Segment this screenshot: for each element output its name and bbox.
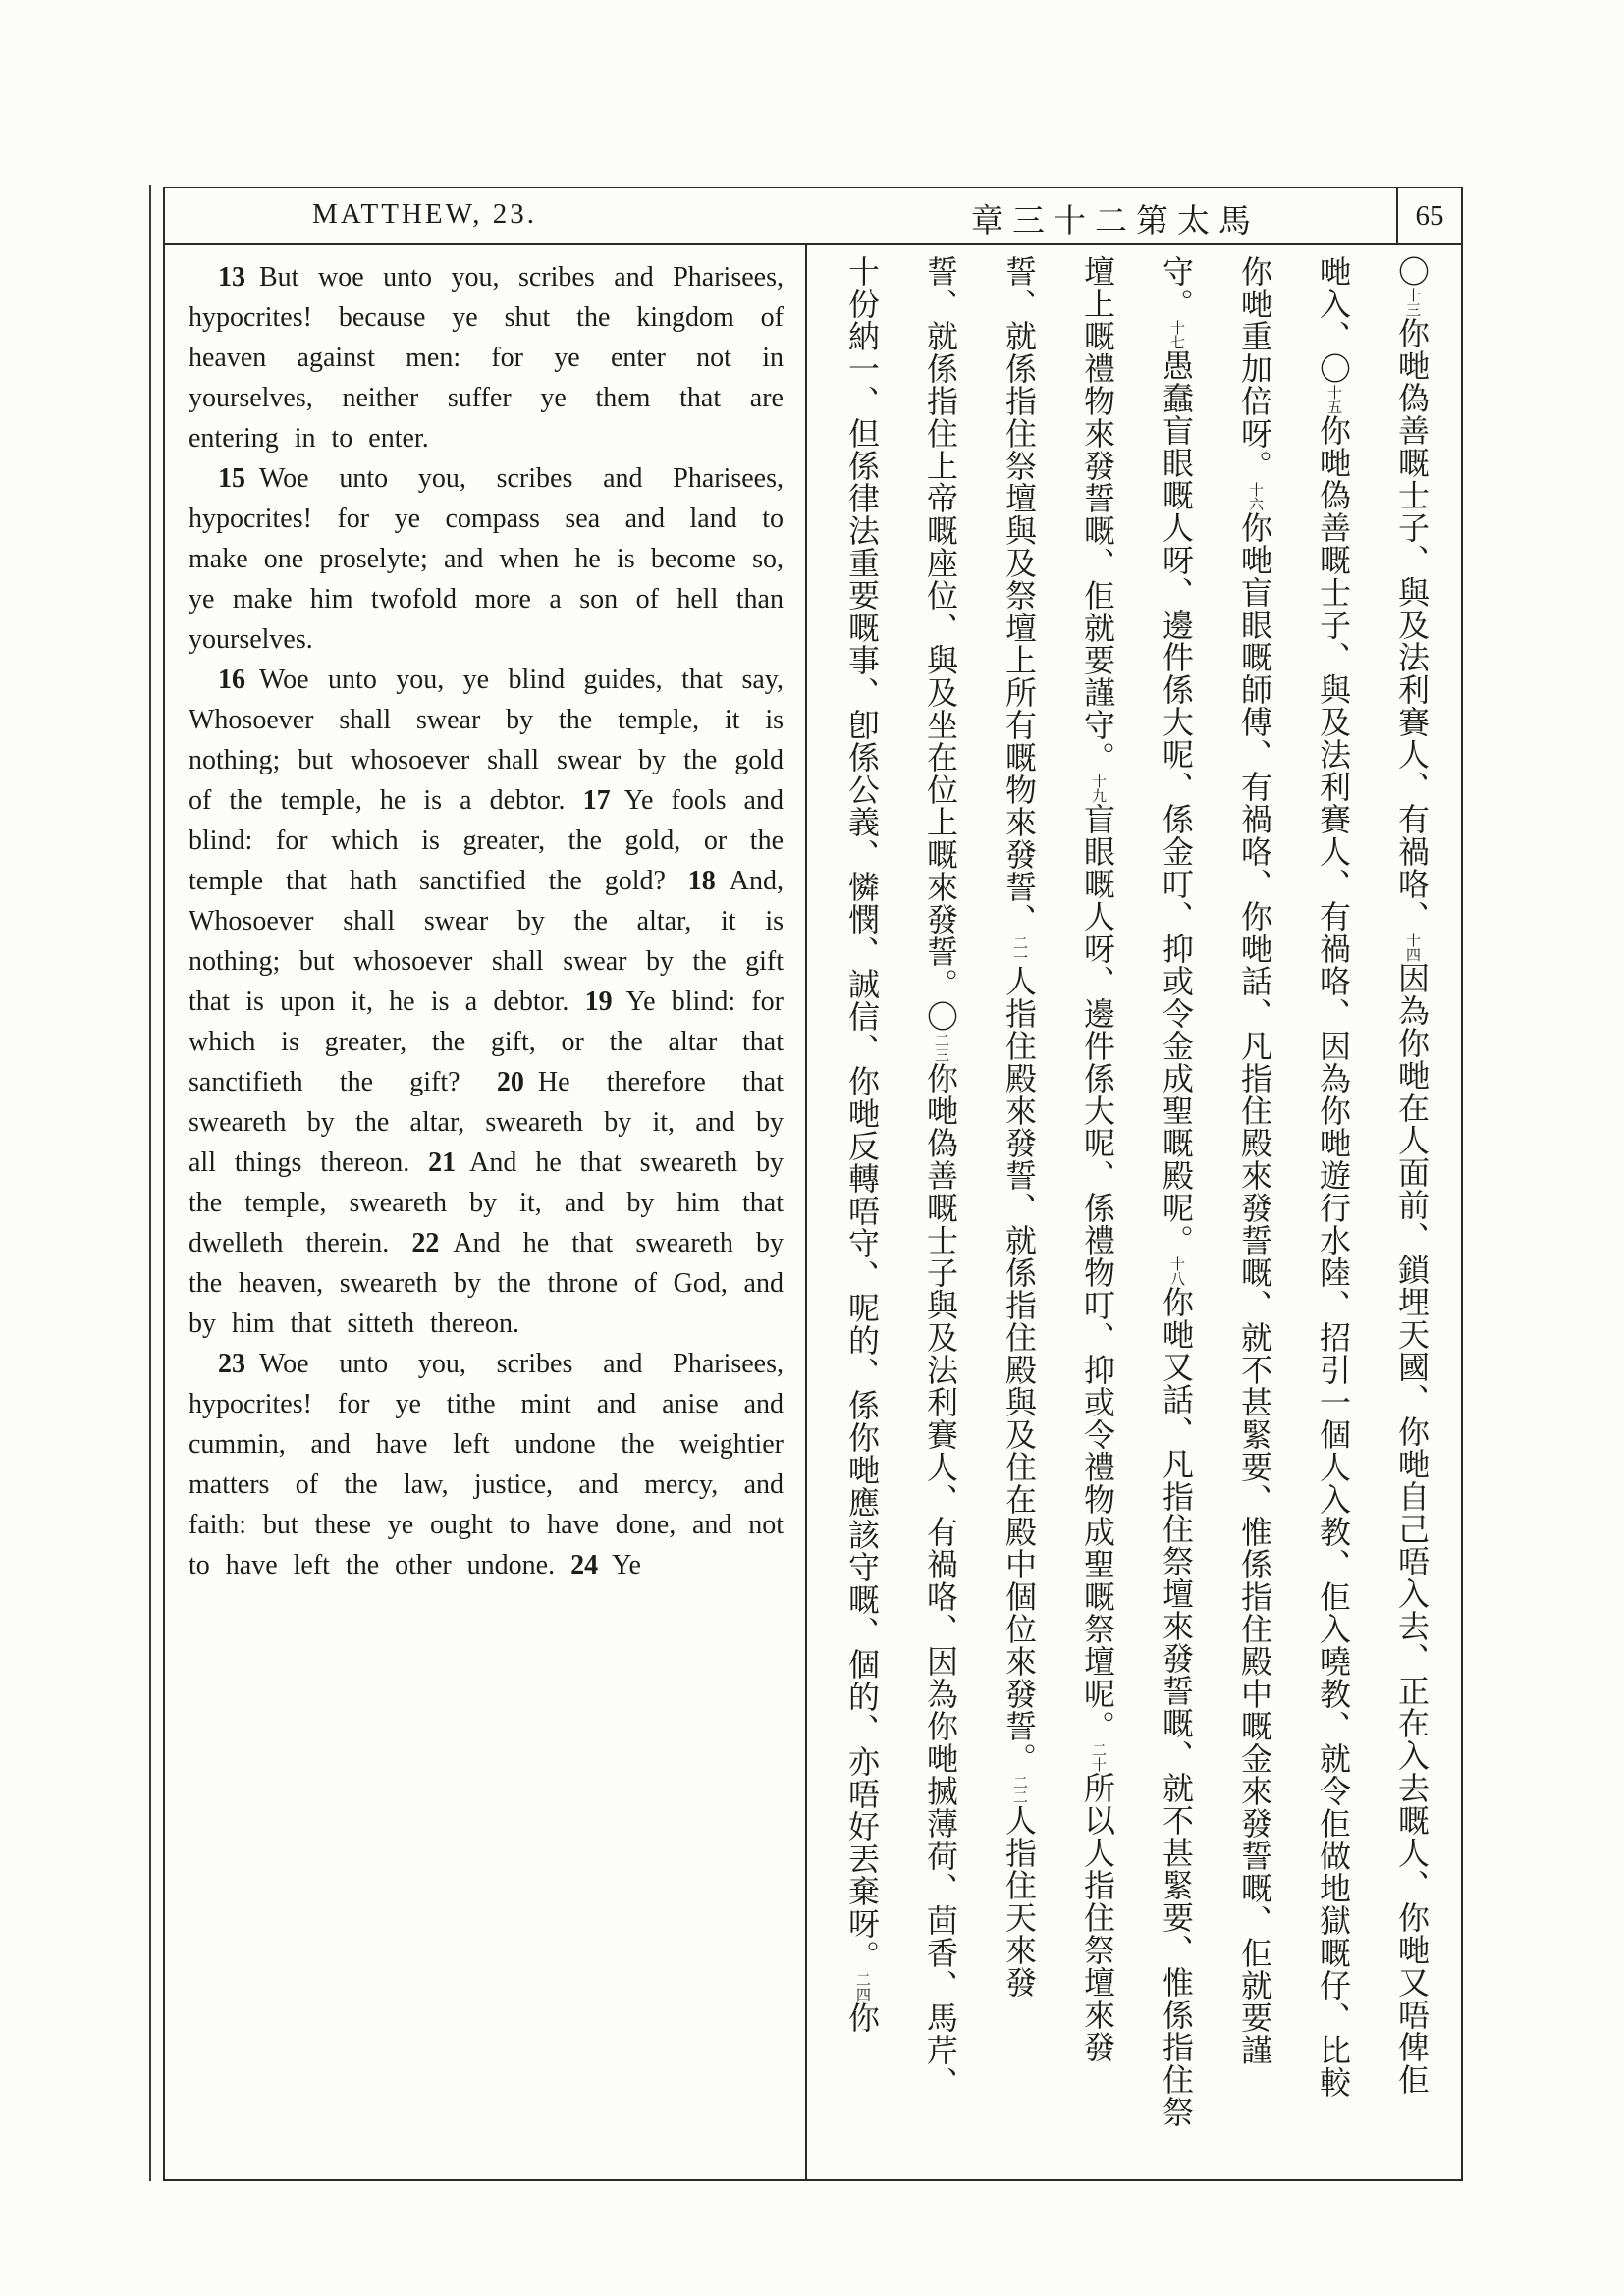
- verse-number: 15: [218, 463, 245, 494]
- verse-marker: 二三: [933, 1033, 948, 1062]
- header-chinese-title: 章三十二第太馬: [971, 204, 1260, 240]
- chinese-column: 誓、就係指住祭壇與及祭壇上所有嘅物來發誓、二一人指住殿來發誓、就係指住殿與及住在殿中個位來發誓。二二人指住天來發: [1001, 255, 1037, 1999]
- chinese-text-area: [819, 255, 1451, 2171]
- verse-number: 22: [411, 1228, 440, 1258]
- verse-paragraph: 13 But woe unto you, scribes and Pharisees, hypocrites! because ye shut the kingdom of heaven against men: for ye enter not in yourselves, neither suffer ye them that are entering in to enter.: [189, 262, 784, 454]
- english-text-area: [189, 257, 784, 1585]
- verse-marker: 十九: [1090, 774, 1106, 803]
- verse-number: 19: [584, 987, 613, 1017]
- verse-marker: 十三: [1404, 288, 1420, 317]
- verse-marker: 二四: [854, 1972, 870, 2002]
- verse-number: 24: [570, 1550, 599, 1580]
- verse-marker: 十八: [1168, 1256, 1184, 1286]
- verse-number: 17: [582, 785, 611, 816]
- verse-marker: 二一: [1011, 935, 1027, 965]
- verse-marker: 二二: [1011, 1775, 1027, 1804]
- verse-marker: 十五: [1325, 385, 1341, 414]
- verse-marker: 十七: [1168, 320, 1184, 349]
- page-body: [165, 245, 1461, 2179]
- header-english-title: MATTHEW, 23.: [312, 198, 538, 230]
- verse-marker: 十六: [1247, 482, 1263, 511]
- page-header: [165, 188, 1461, 245]
- frame-outer-line: [149, 185, 151, 2181]
- chinese-column: 〇十三你哋偽善嘅士子、與及法利賽人、有禍咯、十四因為你哋在人面前、鎖埋天國、你哋自己唔入去、正在入去嘅人、你哋又唔俾佢: [1394, 255, 1430, 2096]
- page-number: 65: [1396, 188, 1461, 243]
- chinese-column: 守。十七愚蠢盲眼嘅人呀、邊件係大呢、係金叮、抑或令金成聖嘅殿呢。十八你哋又話、凡指住祭壇來發誓嘅、就不甚緊要、惟係指住祭: [1159, 255, 1194, 2128]
- verse-number: 23: [218, 1349, 245, 1379]
- chinese-column: 哋入、〇十五你哋偽善嘅士子、與及法利賽人、有禍咯、因為你哋遊行水陸、招引一個人入教、佢入嘵教、就令佢做地獄嘅仔、比較: [1316, 255, 1351, 2099]
- verse-marker: 二十: [1090, 1742, 1106, 1772]
- chinese-column: 十份納一、但係律法重要嘅事、卽係公義、憐憫、誠信、你哋反轉唔守、呢的、係你哋應該守嘅、個的、亦唔好丟棄呀。二四你: [844, 255, 880, 2034]
- center-rule: [805, 245, 807, 2179]
- verse-number: 13: [218, 262, 245, 293]
- verse-marker: 十四: [1404, 933, 1420, 962]
- chinese-column: 你哋重加倍呀。十六你哋盲眼嘅師傅、有禍咯、你哋話、凡指住殿來發誓嘅、就不甚緊要、惟係指住殿中嘅金來發誓嘅、佢就要謹: [1237, 255, 1272, 2066]
- verse-number: 16: [218, 665, 245, 695]
- verse-number: 21: [428, 1148, 457, 1178]
- verse-paragraph: 15 Woe unto you, scribes and Pharisees, hypocrites! for ye compass sea and land to make one proselyte; and when he is become so, ye make him twofold more a son of hell than yourselves.: [189, 463, 784, 655]
- chinese-column: 壇上嘅禮物來發誓嘅、佢就要謹守。十九盲眼嘅人呀、邊件係大呢、係禮物叮、抑或令禮物成聖嘅祭壇呢。二十所以人指住祭壇來發: [1080, 255, 1115, 2063]
- verse-paragraph: 23 Woe unto you, scribes and Pharisees, hypocrites! for ye tithe mint and anise and cummin, and have left undone the weightier matters of the law, justice, and mercy, and faith: but these ye ought to have done, and not to have left the other undone. 24 Ye: [189, 1349, 784, 1580]
- chinese-column: 誓、就係指住上帝嘅座位、與及坐在位上嘅來發誓。〇二三你哋偽善嘅士子與及法利賽人、有禍咯、因為你哋搣薄荷、茴香、馬芹、: [923, 255, 958, 2099]
- verse-number: 18: [687, 866, 716, 896]
- verse-paragraph: 16 Woe unto you, ye blind guides, that say, Whosoever shall swear by the temple, it is nothing; but whosoever shall swear by the gold of the temple, he is a debtor. 17 Ye fools and blind: for which is greater, the gold, or the temple that hath sanctified the gold? 18 And, Whosoever shall swear by the altar, it is nothing; but whosoever shall swear by the gift that is upon it, he is a debtor. 19 Ye blind: for which is greater, the gift, or the altar that sanctifieth the gift? 20 He therefore that sweareth by the altar, sweareth by it, and by all things thereon. 21 And he that sweareth by the temple, sweareth by it, and by him that dwelleth therein. 22 And he that sweareth by the heaven, sweareth by the throne of God, and by him that sitteth thereon.: [189, 665, 784, 1339]
- page-frame: [163, 187, 1463, 2181]
- verse-number: 20: [496, 1067, 524, 1097]
